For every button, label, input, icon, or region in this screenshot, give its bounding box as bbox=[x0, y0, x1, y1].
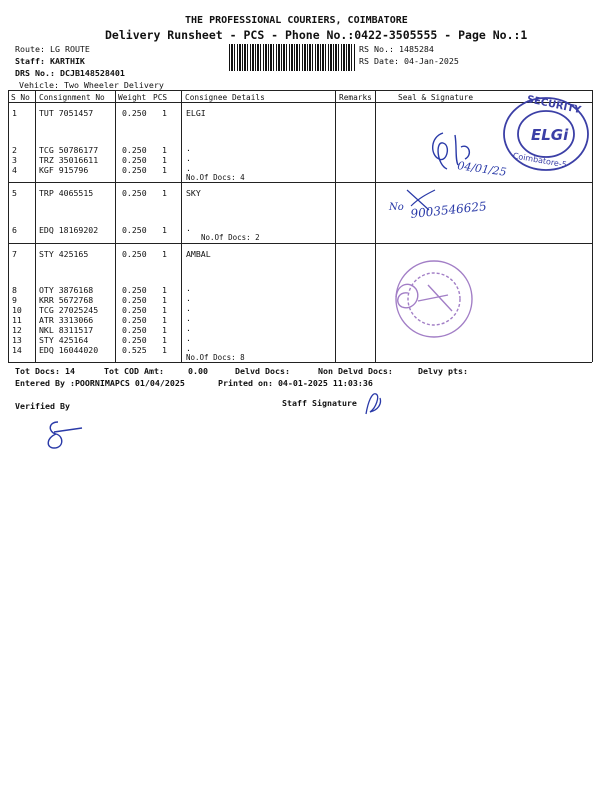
row-consignment: STY 425164 bbox=[39, 335, 89, 345]
runsheet-subtitle: Delivery Runsheet - PCS - Phone No.:0422-3505555 - Page No.:1 bbox=[105, 28, 528, 42]
row-sno: 6 bbox=[12, 225, 17, 235]
row-sno: 10 bbox=[12, 305, 22, 315]
row-pcs: 1 bbox=[162, 225, 167, 235]
entered-by: Entered By :POORNIMAPCS 01/04/2025 bbox=[15, 378, 185, 388]
vehicle-label: Vehicle: Two Wheeler Delivery bbox=[19, 80, 164, 90]
delivered-docs: Delvd Docs: bbox=[235, 366, 290, 376]
row-consignment: NKL 8311517 bbox=[39, 325, 94, 335]
verified-by: Verified By bbox=[15, 401, 70, 411]
row-pcs: 1 bbox=[162, 165, 167, 175]
dot-mark: . bbox=[186, 293, 191, 303]
row-sno: 11 bbox=[12, 315, 22, 325]
docs-count: No.Of Docs: 2 bbox=[201, 233, 260, 242]
row-consignment: TRP 4065515 bbox=[39, 188, 94, 198]
col-header-remarks: Remarks bbox=[339, 93, 372, 102]
col-header-consignee: Consignee Details bbox=[185, 93, 265, 102]
printed-on: Printed on: 04-01-2025 11:03:36 bbox=[218, 378, 373, 388]
row-weight: 0.250 bbox=[122, 225, 147, 235]
row-weight: 0.250 bbox=[122, 325, 147, 335]
handwriting-date: 04/01/25 bbox=[456, 159, 508, 179]
row-weight: 0.250 bbox=[122, 285, 147, 295]
row-weight: 0.250 bbox=[122, 165, 147, 175]
verified-signature-mark bbox=[40, 418, 90, 452]
dot-mark: . bbox=[186, 333, 191, 343]
row-weight: 0.250 bbox=[122, 145, 147, 155]
consignee-elgi: ELGI bbox=[186, 108, 206, 118]
col-header-consignment: Consignment No bbox=[39, 93, 105, 102]
dot-mark: . bbox=[186, 343, 191, 353]
row-weight: 0.250 bbox=[122, 335, 147, 345]
stamp-city-text: Coimbatore-5 bbox=[512, 151, 568, 170]
row-pcs: 1 bbox=[162, 155, 167, 165]
row-consignment: STY 425165 bbox=[39, 249, 89, 259]
company-title: THE PROFESSIONAL COURIERS, COIMBATORE bbox=[185, 15, 408, 26]
row-consignment: KGF 915796 bbox=[39, 165, 89, 175]
rs-number: RS No.: 1485284 bbox=[359, 44, 434, 54]
row-weight: 0.525 bbox=[122, 345, 147, 355]
row-sno: 13 bbox=[12, 335, 22, 345]
row-pcs: 1 bbox=[162, 295, 167, 305]
row-pcs: 1 bbox=[162, 188, 167, 198]
row-sno: 7 bbox=[12, 249, 17, 259]
row-consignment: TCG 27025245 bbox=[39, 305, 99, 315]
handwriting-phone: 9003546625 bbox=[409, 199, 488, 221]
docs-count: No.Of Docs: 4 bbox=[186, 173, 245, 182]
row-sno: 14 bbox=[12, 345, 22, 355]
consignee-sky: SKY bbox=[186, 188, 201, 198]
col-header-seal: Seal & Signature bbox=[398, 93, 474, 102]
row-consignment: TUT 7051457 bbox=[39, 108, 94, 118]
row-sno: 1 bbox=[12, 108, 17, 118]
elgi-signature bbox=[425, 125, 535, 180]
rs-date: RS Date: 04-Jan-2025 bbox=[359, 56, 459, 66]
ambal-stamp bbox=[388, 255, 476, 341]
row-pcs: 1 bbox=[162, 305, 167, 315]
handwriting-prefix: No bbox=[389, 202, 404, 213]
row-weight: 0.250 bbox=[122, 295, 147, 305]
dot-mark: . bbox=[186, 323, 191, 333]
row-weight: 0.250 bbox=[122, 315, 147, 325]
row-consignment: TCG 50786177 bbox=[39, 145, 99, 155]
dot-mark: . bbox=[186, 313, 191, 323]
row-weight: 0.250 bbox=[122, 155, 147, 165]
dot-mark: . bbox=[186, 153, 191, 163]
row-pcs: 1 bbox=[162, 335, 167, 345]
consignee-ambal: AMBAL bbox=[186, 249, 211, 259]
barcode bbox=[229, 44, 355, 71]
row-sno: 2 bbox=[12, 145, 17, 155]
row-consignment: TRZ 35016611 bbox=[39, 155, 99, 165]
row-pcs: 1 bbox=[162, 108, 167, 118]
dot-mark: . bbox=[186, 143, 191, 153]
col-header-sno: S No bbox=[11, 93, 30, 102]
col-header-weight: Weight bbox=[118, 93, 147, 102]
row-pcs: 1 bbox=[162, 325, 167, 335]
staff-signature-mark bbox=[358, 388, 388, 418]
stamp-elgi-text: ELGi bbox=[531, 126, 569, 144]
row-sno: 3 bbox=[12, 155, 17, 165]
drs-label: DRS No.: DCJB148528401 bbox=[15, 68, 125, 78]
staff-signature-label: Staff Signature bbox=[282, 398, 357, 408]
row-sno: 8 bbox=[12, 285, 17, 295]
row-consignment: OTY 3876168 bbox=[39, 285, 94, 295]
dot-mark: . bbox=[186, 223, 191, 233]
row-weight: 0.250 bbox=[122, 305, 147, 315]
row-pcs: 1 bbox=[162, 249, 167, 259]
row-sno: 9 bbox=[12, 295, 17, 305]
row-weight: 0.250 bbox=[122, 108, 147, 118]
row-pcs: 1 bbox=[162, 285, 167, 295]
row-sno: 5 bbox=[12, 188, 17, 198]
row-consignment: EDQ 18169202 bbox=[39, 225, 99, 235]
dot-mark: . bbox=[186, 303, 191, 313]
total-cod-value: 0.00 bbox=[188, 366, 208, 376]
stamp-security-text: SECURITY bbox=[525, 94, 582, 117]
row-weight: 0.250 bbox=[122, 188, 147, 198]
row-pcs: 1 bbox=[162, 345, 167, 355]
delivery-points: Delvy pts: bbox=[418, 366, 468, 376]
row-pcs: 1 bbox=[162, 315, 167, 325]
row-sno: 4 bbox=[12, 165, 17, 175]
dot-mark: . bbox=[186, 283, 191, 293]
row-sno: 12 bbox=[12, 325, 22, 335]
row-consignment: KRR 5672768 bbox=[39, 295, 94, 305]
docs-count: No.Of Docs: 8 bbox=[186, 353, 245, 362]
total-cod-label: Tot COD Amt: bbox=[104, 366, 164, 376]
dot-mark: . bbox=[186, 163, 191, 173]
col-header-pcs: PCS bbox=[153, 93, 168, 102]
route-label: Route: LG ROUTE bbox=[15, 44, 90, 54]
sky-handwriting bbox=[385, 180, 530, 225]
row-weight: 0.250 bbox=[122, 249, 147, 259]
row-consignment: EDQ 16044020 bbox=[39, 345, 99, 355]
staff-label: Staff: KARTHIK bbox=[15, 56, 85, 66]
row-pcs: 1 bbox=[162, 145, 167, 155]
non-delivered-docs: Non Delvd Docs: bbox=[318, 366, 393, 376]
row-consignment: ATR 3313066 bbox=[39, 315, 94, 325]
total-docs: Tot Docs: 14 bbox=[15, 366, 75, 376]
